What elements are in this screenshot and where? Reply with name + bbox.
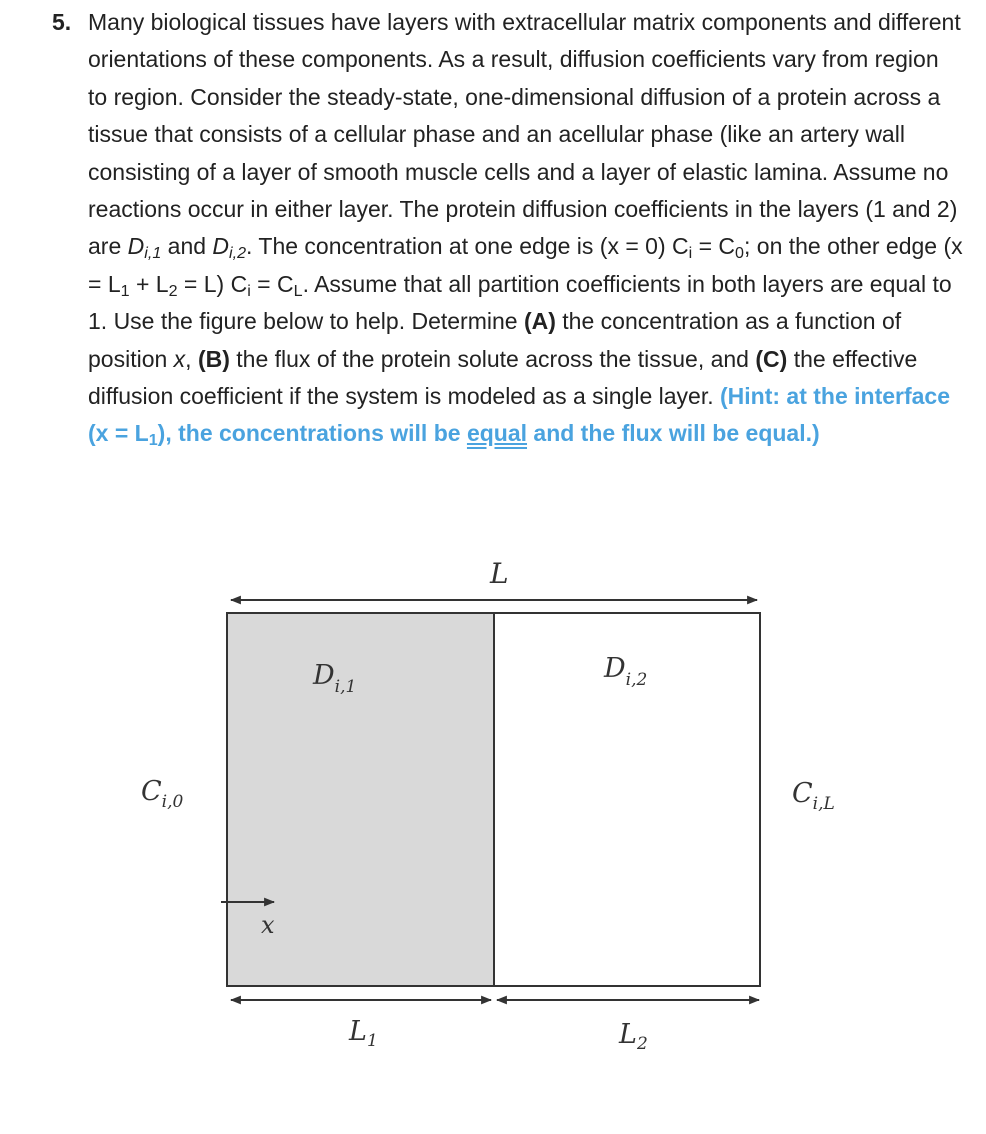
cl-sub: L (293, 281, 303, 300)
l2-sub: 2 (636, 1034, 648, 1054)
l2-main: L (619, 1019, 637, 1050)
c0-label (141, 776, 184, 812)
cl-sub: i,L (812, 794, 835, 814)
d2-main: D (604, 653, 626, 684)
part-a-text: the concentration as a function of position (88, 308, 902, 372)
total-length-label: L (490, 557, 509, 590)
c0-main: C (141, 776, 162, 807)
cl-main: C (792, 778, 813, 809)
label-b: (B) (197, 345, 230, 372)
part-c-text: the effective diffusion coefficient if the system is modeled as a single layer. (88, 345, 918, 410)
hint-mid: ), the concentrations will be (157, 420, 467, 447)
d-sub-2: i,2 (229, 244, 247, 263)
d-sub-1: i,1 (144, 244, 162, 263)
x-variable: x (173, 345, 186, 372)
l1-label (348, 1016, 378, 1051)
comma: , (185, 345, 198, 372)
other-edge-text: ; on the other edge (x = L (88, 233, 963, 297)
ci-sub-b: i (247, 281, 251, 300)
l2-sub: 2 (168, 281, 178, 300)
l2-label (618, 1019, 648, 1054)
d1-main: D (313, 660, 335, 691)
d1-sub: i,1 (334, 677, 357, 697)
label-a: (A) (523, 308, 556, 335)
part-b-text: the flux of the protein solute across the tissue, and (229, 345, 756, 372)
plus-l-text: + L (129, 270, 169, 297)
l1-sub: 1 (120, 281, 130, 300)
hint-sub: 1 (148, 431, 158, 450)
d2-sub: i,2 (625, 670, 648, 690)
x-axis-label: x (261, 911, 275, 939)
c0-sub: 0 (735, 244, 744, 263)
hint-equal: equal (466, 420, 528, 447)
hint-pre: (Hint: at the interface (x = L (88, 383, 951, 447)
layer-2 (494, 613, 760, 986)
ci-sub: i (688, 244, 693, 263)
label-c: (C) (755, 345, 788, 372)
intro-text: Many biological tissues have layers with extracellular matrix components and different orientations of these components. As a result, diffusion coefficients vary from region to region. Consider the steady-state, one-dimensional diffusion of a protein across a tissue that consists of a cellular phase and an acellular phase (like an artery wall consisting of a layer of smooth muscle cells and a layer of elastic lamina. Assume no reactions occur in either layer. The protein diffusion coefficients in the layers (1 and 2) are (88, 9, 961, 260)
concentration-text: . The concentration at one edge is (x = 0) C (246, 233, 689, 260)
eq-cl: = C (250, 270, 294, 297)
d-symbol-2: D (212, 233, 230, 260)
cl-label (792, 778, 835, 814)
d-symbol-1: D (127, 233, 145, 260)
c0-sub: i,0 (161, 792, 184, 812)
l1-sub: 1 (366, 1031, 378, 1051)
problem-number: 5. (52, 9, 72, 35)
l1-main: L (349, 1016, 367, 1047)
and-word: and (161, 233, 213, 260)
eq-c0: = C (692, 233, 736, 260)
hint-post: and the flux will be equal.) (527, 420, 820, 447)
eq-l-text: = L) C (177, 270, 248, 297)
assume-text: . Assume that all partition coefficients in both layers are equal to 1. Use the figure below to help. Determine (88, 270, 952, 335)
